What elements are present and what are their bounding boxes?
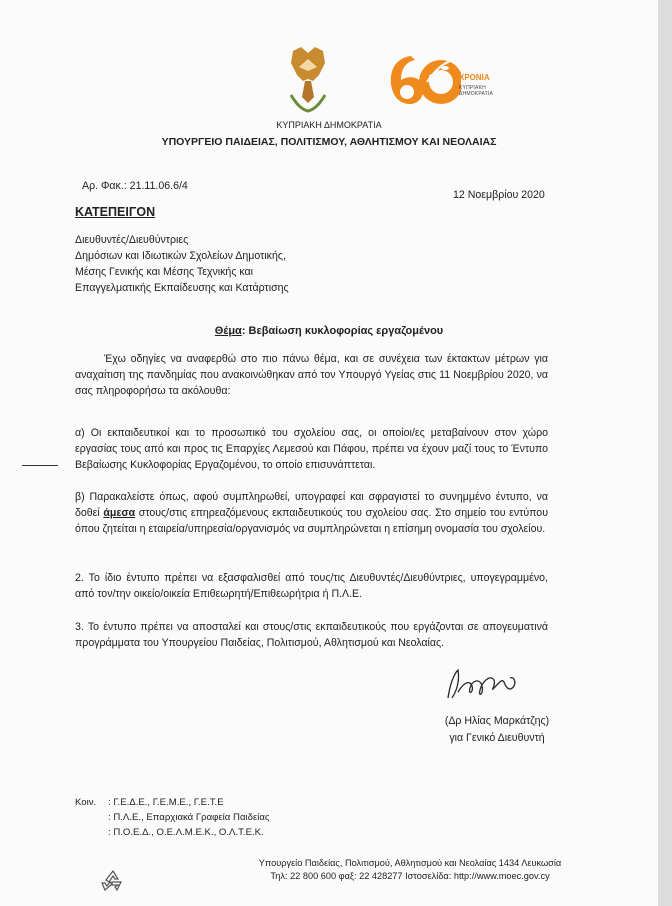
margin-mark (22, 465, 58, 466)
cc-line: : Π.Λ.Ε., Επαρχιακά Γραφεία Παιδείας (108, 812, 270, 823)
footer-address: Υπουργείο Παιδείας, Πολιτισμού, Αθλητισμού και Νεολαίας 1434 Λευκωσία (258, 858, 562, 868)
signatory-role: για Γενικό Διευθυντή (449, 732, 545, 744)
anniversary-60-logo-icon (383, 50, 508, 110)
subject-text: : Βεβαίωση κυκλοφορίας εργαζομένου (241, 325, 444, 337)
signature-block (422, 713, 572, 747)
cyprus-emblem-icon (283, 45, 333, 117)
cc-line: : Π.Ο.Ε.Δ., Ο.Ε.Λ.Μ.Ε.Κ., Ο.Λ.Τ.Ε.Κ. (108, 827, 264, 838)
recipient-line: Δημόσιων και Ιδιωτικών Σχολείων Δημοτικής, (75, 250, 286, 262)
point-a-paragraph: α) Οι εκπαιδευτικοί και το προσωπικό του σχολείου σας, οι οποίοι/ες μεταβαίνουν στον χώρο εργασίας τους από και προς τις Επαρχίες Λεμεσού και Πάφου, πρέπει να έχουν μαζί τους το Έντυπο Βεβαίωσης Κυκλοφορίας Εργαζομένου, το οποίο επισυνάπτεται. (75, 427, 548, 471)
signature-icon (440, 662, 520, 704)
subject-line (0, 325, 658, 337)
anniversary-republic-label: ΚΥΠΡΙΑΚΗ ΔΗΜΟΚΡΑΤΙΑ (459, 85, 494, 97)
footer-contact: Τηλ: 22 800 600 φαξ: 22 428277 Ιστοσελίδα: http://www.moec.gov.cy (270, 871, 550, 881)
file-reference: Αρ. Φακ.: 21.11.06.6/4 (82, 180, 188, 192)
republic-title: ΚΥΠΡΙΑΚΗ ΔΗΜΟΚΡΑΤΙΑ (276, 120, 382, 130)
urgent-label: ΚΑΤΕΠΕΙΓΟΝ (75, 205, 156, 219)
anniversary-years-label: ΧΡΟΝΙΑ (459, 73, 490, 82)
subject-label: Θέμα (214, 325, 242, 337)
point-2-paragraph: 2. Το ίδιο έντυπο πρέπει να εξασφαλισθεί από τους/τις Διευθυντές/Διευθύντριες, υπογεγραμμένο, από τον/την οικείο/οικεία Επιθεωρητή/Επιθεωρήτρια ή Π.Λ.Ε. (75, 572, 548, 600)
emphasis-text: άμεσα (103, 507, 136, 519)
cc-label: Κοιν. (75, 797, 97, 808)
ministry-title: ΥΠΟΥΡΓΕΙΟ ΠΑΙΔΕΙΑΣ, ΠΟΛΙΤΙΣΜΟΥ, ΑΘΛΗΤΙΣΜΟΥ ΚΑΙ ΝΕΟΛΑΙΑΣ (161, 136, 497, 148)
point-b-paragraph: β) Παρακαλείστε όπως, αφού συμπληρωθεί, υπογραφεί και σφραγιστεί το συνημμένο έντυπο, να δοθεί άμεσα στους/στις επηρεαζόμενους εκπαιδευτικούς του σχολείου σας. Στο σημείο του εντύπου όπου ζητείται η εταιρεία/υπηρεσία/οργανισμός να συμπληρώνεται η επίσημη ονομασία του σχολείου. (75, 491, 548, 535)
footer (120, 857, 672, 883)
letter-date: 12 Νοεμβρίου 2020 (453, 189, 545, 201)
recipient-line: Διευθυντές/Διευθύντριες (75, 234, 189, 246)
recipient-line: Επαγγελματικής Εκπαίδευσης και Κατάρτισης (75, 282, 289, 294)
signatory-name: (Δρ Ηλίας Μαρκάτζης) (444, 715, 550, 727)
scan-edge (658, 0, 672, 906)
cc-line: : Γ.Ε.Δ.Ε., Γ.Ε.Μ.Ε., Γ.Ε.Τ.Ε (108, 797, 224, 808)
point-3-paragraph: 3. Το έντυπο πρέπει να αποσταλεί και στους/στις εκπαιδευτικούς που εργάζονται σε απογευματινά προγράμματα του Υπουργείου Παιδείας, Πολιτισμού, Αθλητισμού και Νεολαίας. (75, 621, 548, 649)
recipient-line: Μέσης Γενικής και Μέσης Τεχνικής και (75, 266, 254, 278)
cc-block (75, 795, 270, 838)
intro-paragraph: Έχω οδηγίες να αναφερθώ στο πιο πάνω θέμα, και σε συνέχεια των έκτακτων μέτρων για αναχαίτιση της πανδημίας που ανακοινώθηκαν από τον Υπουργό Υγείας στις 11 Νοεμβρίου 2020, να σας πληροφορήσω τα ακόλουθα: (75, 353, 548, 397)
recipients-block (75, 232, 375, 296)
